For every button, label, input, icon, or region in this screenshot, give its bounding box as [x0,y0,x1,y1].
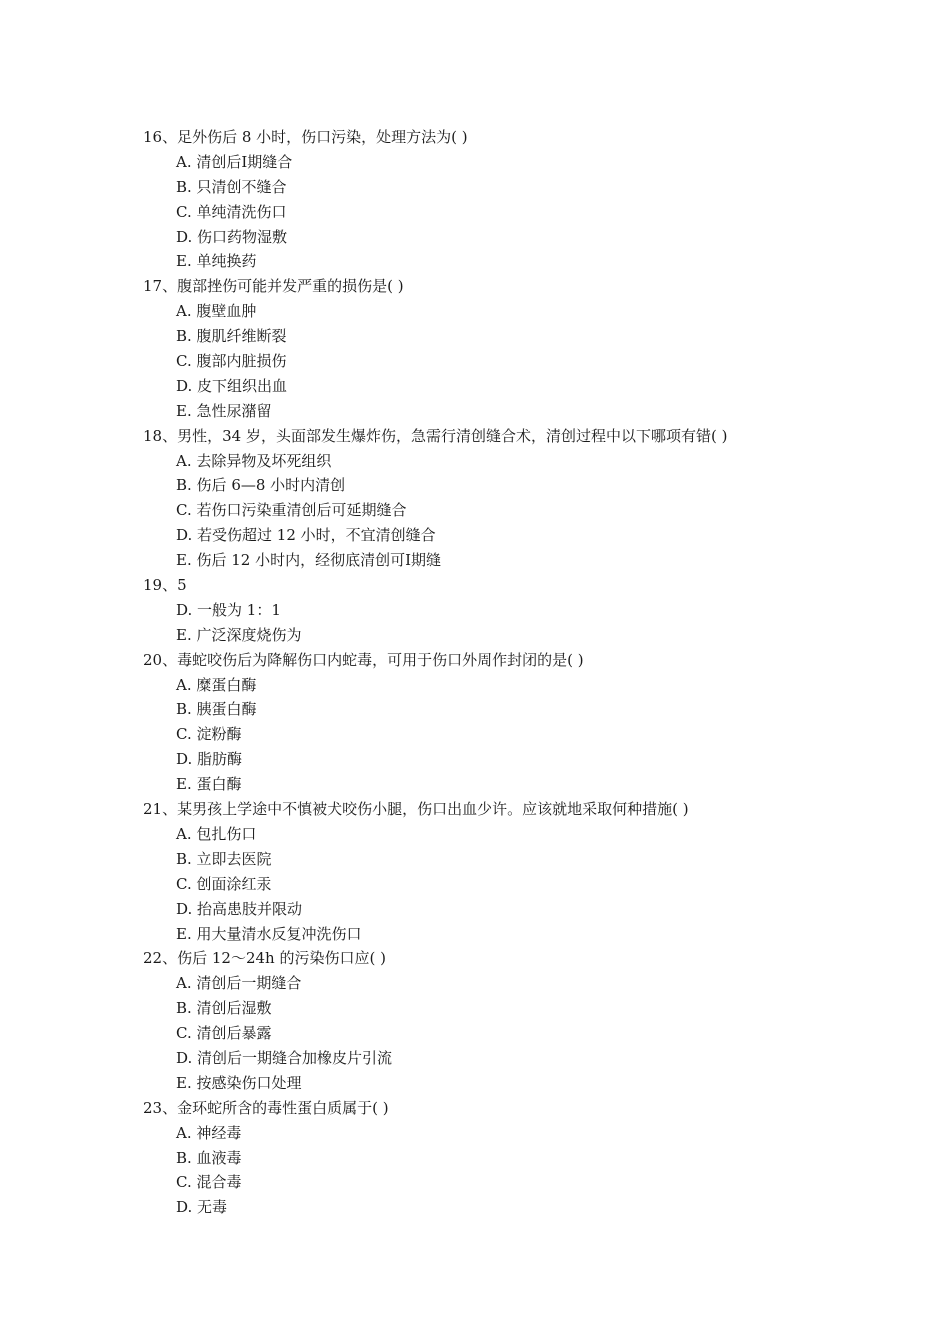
option-a: A. 腹壁血肿 [176,302,257,321]
option-b: B. 伤后 6—8 小时内清创 [176,476,346,495]
question-stem: 16、足外伤后 8 小时，伤口污染，处理方法为( ) [143,128,468,146]
question-17 [143,274,863,423]
option-c: C. 清创后暴露 [176,1024,272,1043]
option-a: A. 糜蛋白酶 [176,675,257,694]
option-e: E. 急性尿潴留 [176,401,272,420]
question-stem: 19、5 [143,576,187,595]
question-stem: 20、毒蛇咬伤后为降解伤口内蛇毒，可用于伤口外周作封闭的是( ) [143,650,584,669]
question-22 [143,946,863,1095]
option-b: B. 腹肌纤维断裂 [176,327,287,346]
option-b: B. 只清创不缝合 [176,177,287,196]
option-c: C. 单纯清洗伤口 [176,202,287,221]
option-a: A. 去除异物及坏死组织 [176,451,332,470]
option-d: D. 一般为 1：1 [176,600,281,619]
option-a: A. 清创后Ⅰ期缝合 [176,152,293,171]
option-c: C. 腹部内脏损伤 [176,352,287,371]
option-a: A. 清创后一期缝合 [176,974,302,993]
option-d: D. 若受伤超过 12 小时，不宜清创缝合 [176,526,436,545]
option-a: A. 包扎伤口 [176,824,257,843]
option-b: B. 清创后湿敷 [176,999,272,1018]
question-21 [143,797,863,946]
option-e: E. 按感染伤口处理 [176,1073,302,1092]
question-stem: 22、伤后 12～24h 的污染伤口应( ) [143,949,386,968]
option-e: E. 广泛深度烧伤为 [176,625,302,644]
question-stem: 21、某男孩上学途中不慎被犬咬伤小腿，伤口出血少许。应该就地采取何种措施( ) [143,800,689,819]
option-c: C. 创面涂红汞 [176,874,272,893]
option-a: A. 神经毒 [176,1123,242,1142]
option-b: B. 立即去医院 [176,849,272,868]
question-23 [143,1096,863,1220]
question-stem: 17、腹部挫伤可能并发严重的损伤是( ) [143,277,404,296]
option-b: B. 血液毒 [176,1148,242,1167]
option-e: E. 单纯换药 [176,252,257,271]
question-16 [143,125,863,274]
option-c: C. 混合毒 [176,1173,242,1192]
option-d: D. 脂肪酶 [176,750,243,769]
option-e: E. 伤后 12 小时内，经彻底清创可Ⅰ期缝 [176,551,442,570]
option-c: C. 淀粉酶 [176,725,242,744]
option-e: E. 用大量清水反复冲洗伤口 [176,924,362,943]
option-d: D. 清创后一期缝合加橡皮片引流 [176,1048,393,1067]
option-c: C. 若伤口污染重清创后可延期缝合 [176,501,407,520]
option-b: B. 胰蛋白酶 [176,700,257,719]
option-d: D. 皮下组织出血 [176,376,288,395]
option-d: D. 伤口药物湿敷 [176,227,288,246]
question-20 [143,648,863,797]
question-stem: 18、男性，34 岁，头面部发生爆炸伤，急需行清创缝合术，清创过程中以下哪项有错( ) [143,426,728,445]
question-19 [143,573,863,648]
option-d: D. 抬高患肢并限动 [176,899,303,918]
option-e: E. 蛋白酶 [176,775,242,794]
question-stem: 23、金环蛇所含的毒性蛋白质属于( ) [143,1098,389,1117]
question-18 [143,424,863,573]
question-list [143,125,863,1220]
option-d: D. 无毒 [176,1198,228,1217]
